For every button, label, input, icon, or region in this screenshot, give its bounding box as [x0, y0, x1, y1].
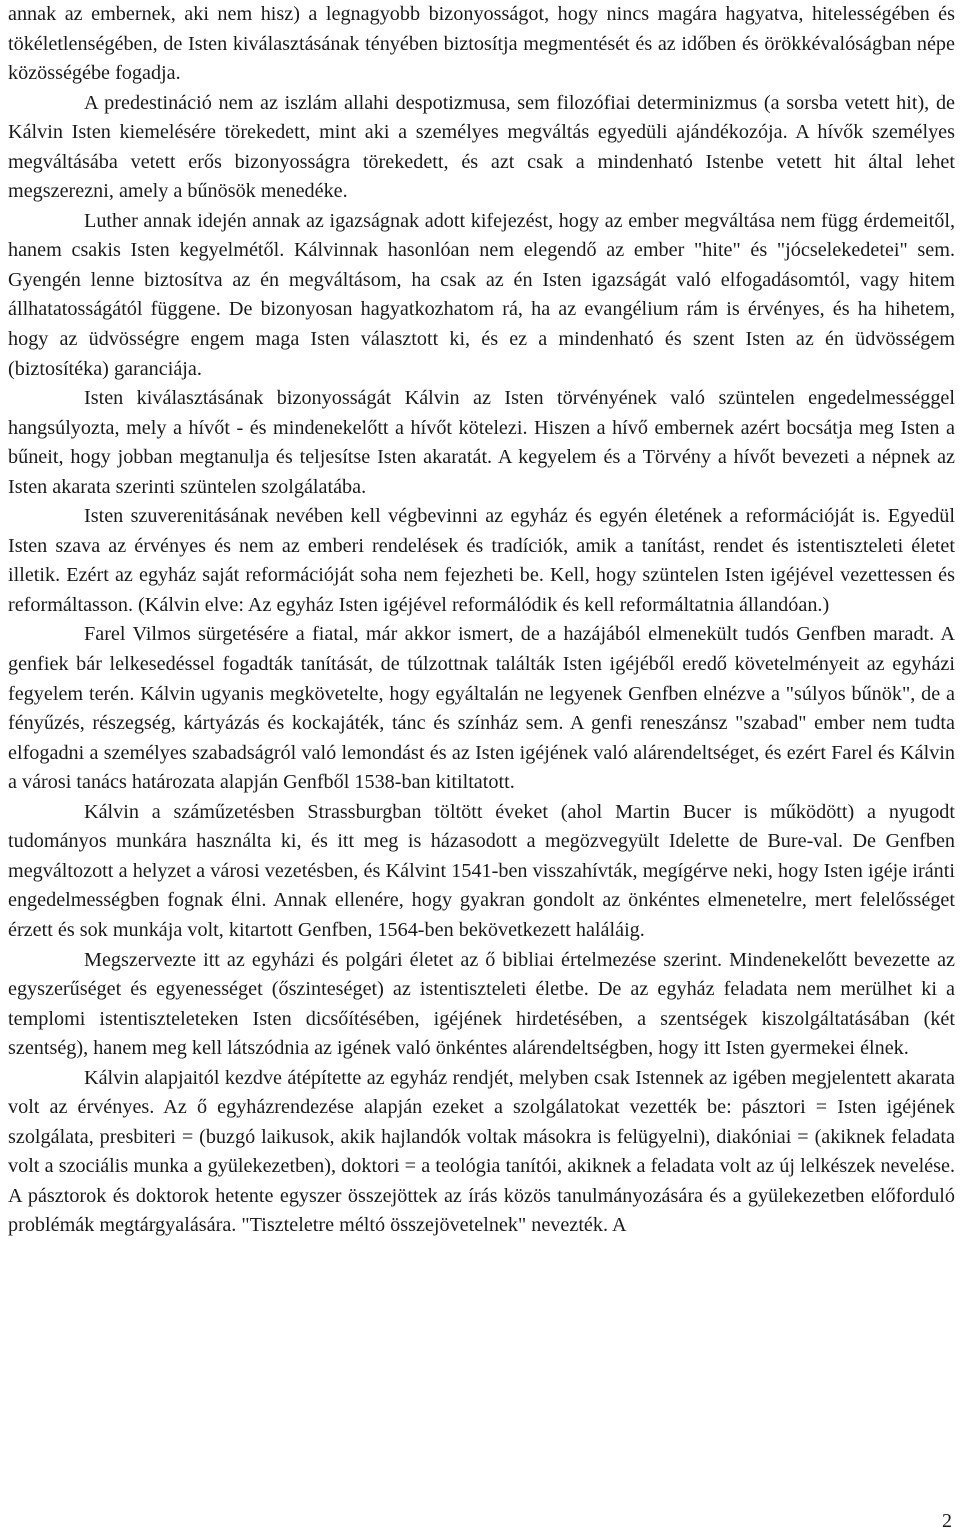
paragraph-predestination: A predestináció nem az iszlám allahi despotizmusa, sem filozófiai determinizmus (a sorsba vetett hit), de Kálvin Isten kiemelésére törekedett, mint aki a személyes megváltás egyedüli ajándékozója. A hívők személyes megváltásába vetett erős bizonyosságra törekedett, és azt csak a mindenható Istenbe vetett hit által lehet megszerezni, amely a bűnösök menedéke.: [8, 91, 955, 203]
body-text: [8, 0, 955, 1241]
paragraph-sovereignty: Isten szuverenitásának nevében kell végbevinni az egyház és egyén életének a reformációját is. Egyedül Isten szava az érvényes és nem az emberi rendelések és tradíciók, amik a tanítást, rendet és istentiszteleti életet illetik. Ezért az egyház saját reformációját soha nem fejezheti be. Kell, hogy szüntelen Isten igéjével vezettessen és reformáltasson. (Kálvin elve: Az egyház Isten igéjével reformálódik és kell reformáltatnia állandóan.): [8, 505, 955, 616]
paragraph-election: Isten kiválasztásának bizonyosságát Kálvin az Isten törvényének való szüntelen engedelmességgel hangsúlyozta, mely a hívőt - és mindenekelőtt a hívőt kötelezi. Hiszen a hívő embernek azért bocsátja meg Isten a bűneit, hogy jobban megtanulja és teljesítse Isten akaratát. A kegyelem és a Törvény a hívőt bevezeti a népnek az Isten akarata szerinti szüntelen szolgálatába.: [8, 387, 955, 498]
paragraph-exile: Kálvin a száműzetésben Strassburgban töltött éveket (ahol Martin Bucer is működött) a nyugodt tudományos munkára használta ki, és itt meg is házasodott a megözvegyült Idelette de Bure-val. De Genfben megváltozott a helyzet a városi vezetésben, és Kálvint 1541-ben visszahívták, megígérve neki, hogy Isten igéje iránti engedelmességben fognak élni. Annak ellenére, hogy gyakran gondolt az önkéntes elmenetelre, mert felelősséget érzett és sok munkája volt, kitartott Genfben, 1564-ben bekövetkezett haláláig.: [8, 800, 955, 941]
paragraph-luther: Luther annak idején annak az igazságnak adott kifejezést, hogy az ember megváltása nem függ érdemeitől, hanem csakis Isten kegyelmétől. Kálvinnak hasonlóan nem elegendő az ember "hite" és "jócselekedetei" sem. Gyengén lenne biztosítva az én megváltásom, ha csak az én Isten igazságát való elfogadásomtól, vagy hitem állhatatosságától függene. De bizonyosan hagyatkozhatom rá, ha az evangélium rám is érvényes, és ha hihetem, hogy az üdvösségre engem maga Isten választott ki, és ez a mindenható és szent Isten az én üdvösségem (biztosítéka) garanciája.: [8, 209, 955, 380]
document-page: [8, 0, 955, 1537]
paragraph-church-order: Kálvin alapjaitól kezdve átépítette az egyház rendjét, melyben csak Istennek az igében megjelentett akarata volt az érvényes. Az ő egyházrendezése alapján ezeket a szolgálatokat vezették be: pásztori = Isten igéjének szolgálata, presbiteri = (buzgó laikusok, akik hajlandók voltak másokra is felügyelni), diakóniai = (akiknek feladata volt a szociális munka a gyülekezetben), doktori = a teológia tanítói, akiknek a feladata volt az új lelkészek nevelése. A pásztorok és doktorok hetente egyszer összejöttek az írás közös tanulmányozására és a gyülekezetben előforduló problémák megtárgyalására. "Tiszteletre méltó összejövetelnek" nevezték. A: [8, 1066, 955, 1237]
page-number: 2: [942, 1510, 952, 1532]
paragraph-organization: Megszervezte itt az egyházi és polgári életet az ő bibliai értelmezése szerint. Mindenekelőtt bevezette az egyszerűséget és egyenességet (őszinteséget) az istentiszteleti életbe. De az egyház feladata nem merülhet ki a templomi istentiszteleteken Isten dicsőítésében, igéjének hirdetésében, a szentségek kiszolgáltatásában (két szentség), hanem meg kell látszódnia az igének való önkéntes alárendeltségben, hogy itt Isten gyermekei élnek.: [8, 948, 955, 1060]
paragraph-continuation: annak az embernek, aki nem hisz) a legnagyobb bizonyosságot, hogy nincs magára hagyatva, hitelességében és tökéletlenségében, de Isten kiválasztásának tényében biztosítja megmentését és az időben és örökkévalóságban népe közösségébe fogadja.: [8, 3, 955, 85]
paragraph-farel: Farel Vilmos sürgetésére a fiatal, már akkor ismert, de a hazájából elmenekült tudós Genfben maradt. A genfiek bár lelkesedéssel fogadták tanítását, de túlzottnak találták Isten igéjéből eredő követelményeit az egyházi fegyelem terén. Kálvin ugyanis megkövetelte, hogy egyáltalán ne legyenek Genfben elnézve a "súlyos bűnök", de a fényűzés, részegség, kártyázás és kockajáték, tánc és színház sem. A genfi reneszánsz "szabad" ember nem tudta elfogadni a személyes szabadságról való lemondást és az Isten igéjének való alárendeltséget, és ezért Farel és Kálvin a városi tanács határozata alapján Genfből 1538-ban kitiltatott.: [8, 623, 955, 794]
